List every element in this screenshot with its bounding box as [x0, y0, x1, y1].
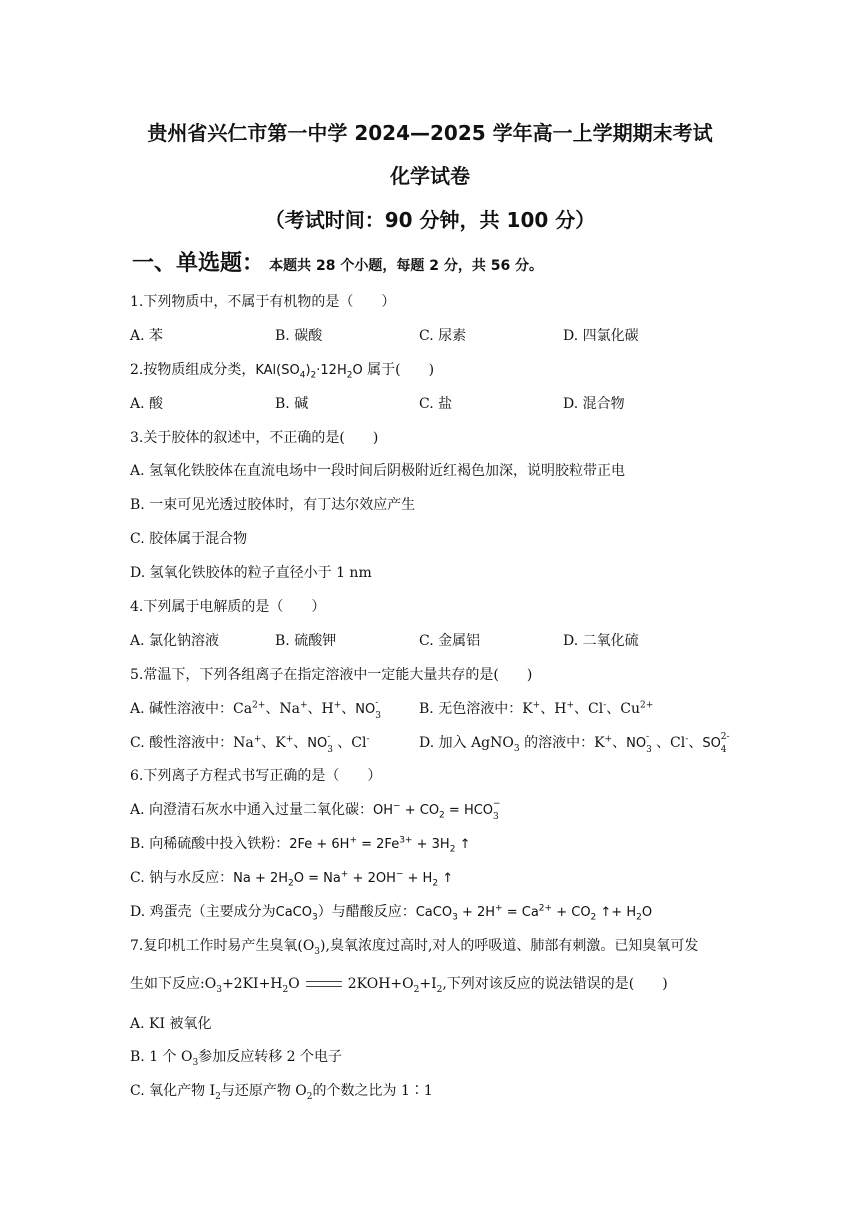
- q6-b-label: B. 向稀硫酸中投入铁粉：: [130, 836, 290, 852]
- q7-option-c: C. 氧化产物 $I_2$与还原产物 $O_2$的个数之比为 1∶1: [130, 1083, 433, 1102]
- q2-stem-pre: 2.按物质组成分类，: [130, 362, 256, 378]
- exam-title: 贵州省兴仁市第一中学 2024—2025 学年高一上学期期末考试: [147, 121, 713, 145]
- q3-option-c: C. 胶体属于混合物: [130, 531, 248, 547]
- q4-option-a: A. 氯化钠溶液: [130, 633, 220, 649]
- q6-option-b: B. 向稀硫酸中投入铁粉：$2Fe + 6H^+ = 2Fe^{3+} + 3H_2$ ↑: [130, 835, 471, 855]
- q6-d-label: D. 鸡蛋壳（主要成分为: [130, 904, 276, 920]
- q2-option-d: D. 混合物: [563, 396, 625, 412]
- q7-b-post: 参加反应转移 2 个电子: [198, 1049, 343, 1065]
- q7-b-pre: B. 1 个 O: [130, 1049, 193, 1065]
- q5-d-label: D. 加入 AgNO: [419, 735, 514, 751]
- q3-option-a: A. 氢氧化铁胶体在直流电场中一段时间后阴极附近红褐色加深，说明胶粒带正电: [130, 463, 626, 479]
- q1-option-b: B. 碳酸: [275, 328, 323, 344]
- q6-option-d: D. 鸡蛋壳（主要成分为CaCO$_3$）与醋酸反应：CaCO$_3$ + $2H^+ = Ca^{2+} + CO_2$ ↑+ $H_2O$: [130, 903, 653, 923]
- question-6-stem: 6.下列离子方程式书写正确的是（ ）: [130, 768, 382, 784]
- q1-option-a: A. 苯: [130, 328, 164, 344]
- equals-sign: [306, 981, 342, 987]
- q2-option-c: C. 盐: [419, 396, 453, 412]
- q2-option-a: A. 酸: [130, 396, 164, 412]
- q7-option-b: B. 1 个 $O_3$参加反应转移 2 个电子: [130, 1049, 343, 1068]
- q5-b-label: B. 无色溶液中：: [419, 701, 523, 717]
- q6-option-c: C. 钠与水反应：$Na + 2H_2O = Na^+ + 2OH^- + H_2$ ↑: [130, 869, 454, 889]
- question-7-stem-line1: 7.复印机工作时易产生臭氧$(O_3)$,臭氧浓度过高时,对人的呼吸道、肺部有刺激。已知臭氧可发: [130, 938, 699, 957]
- question-2-stem: [130, 360, 434, 381]
- q7-c-mid: 与还原产物 O: [220, 1083, 307, 1099]
- q4-option-c: C. 金属铝: [419, 633, 481, 649]
- section-note: 本题共 28 个小题，每题 2 分，共 56 分。: [269, 258, 544, 274]
- q4-option-d: D. 二氧化硫: [563, 633, 639, 649]
- q6-a-label: A. 向澄清石灰水中通入过量二氧化碳：: [130, 802, 374, 818]
- q7-stem1: 7.复印机工作时易产生臭氧(O: [130, 938, 315, 954]
- q1-option-d: D. 四氯化碳: [563, 328, 639, 344]
- q3-option-b: B. 一束可见光透过胶体时，有丁达尔效应产生: [130, 497, 416, 513]
- q5-option-d: D. 加入 AgNO$_3$ 的溶液中：K+、NO - 3 、Cl-、SO 2- 4: [419, 732, 730, 755]
- q7-c-post: 的个数之比为 1∶1: [312, 1083, 433, 1099]
- q7-stem2-post: ,下列对该反应的说法错误的是( ): [442, 976, 668, 992]
- section-title: 一、单选题：: [132, 251, 265, 276]
- q7-c-pre: C. 氧化产物 I: [130, 1083, 216, 1099]
- q5-c-label: C. 酸性溶液中：: [130, 735, 234, 751]
- question-7-stem-line2: 生如下反应$:O_3+2KI+H_2O$ $2KOH+O_2+I_2$,下列对该反应的说法错误的是( ): [130, 976, 668, 995]
- q5-option-a: A. 碱性溶液中：$Ca^{2+}$、Na+、H+、NO - 3: [130, 698, 381, 721]
- q6-c-label: C. 钠与水反应：: [130, 870, 234, 886]
- question-4-stem: 4.下列属于电解质的是（ ）: [130, 599, 326, 615]
- q7-stem2-pre: 生如下反应:O: [130, 976, 217, 992]
- q2-option-b: B. 碱: [275, 396, 309, 412]
- q4-option-b: B. 硫酸钾: [275, 633, 337, 649]
- q5-d-label2: 的溶液中：: [519, 735, 595, 751]
- q5-a-label: A. 碱性溶液中：: [130, 701, 234, 717]
- exam-subtitle: 化学试卷: [390, 164, 470, 188]
- question-1-stem: 1.下列物质中，不属于有机物的是（ ）: [130, 294, 396, 310]
- section-heading: [132, 246, 543, 277]
- q3-option-d: D. 氢氧化铁胶体的粒子直径小于 1 nm: [130, 565, 372, 581]
- q2-stem-post: 属于( ): [362, 362, 435, 378]
- q7-option-a: A. KI 被氧化: [130, 1016, 212, 1032]
- q5-option-c: C. 酸性溶液中：Na+、K+、NO - 3 、Cl-: [130, 732, 370, 755]
- exam-info: （考试时间：90 分钟，共 100 分）: [264, 208, 596, 232]
- q6-d-label2: ）与醋酸反应：: [317, 904, 416, 920]
- question-3-stem: 3.关于胶体的叙述中，不正确的是( ): [130, 430, 379, 446]
- q7-stem1b: ),臭氧浓度过高时,对人的呼吸道、肺部有刺激。已知臭氧可发: [320, 938, 699, 954]
- question-5-stem: 5.常温下，下列各组离子在指定溶液中一定能大量共存的是( ): [130, 667, 533, 683]
- q6-option-a: A. 向澄清石灰水中通入过量二氧化碳：$OH^- + CO_2$ = HCO − 3: [130, 799, 501, 822]
- q2-formula: $KAl(SO_4)_2\cdot 12H_2O$: [255, 363, 363, 381]
- q5-option-b: B. 无色溶液中：K+、H+、Cl-、$Cu^{2+}$: [419, 700, 654, 717]
- q1-option-c: C. 尿素: [419, 328, 467, 344]
